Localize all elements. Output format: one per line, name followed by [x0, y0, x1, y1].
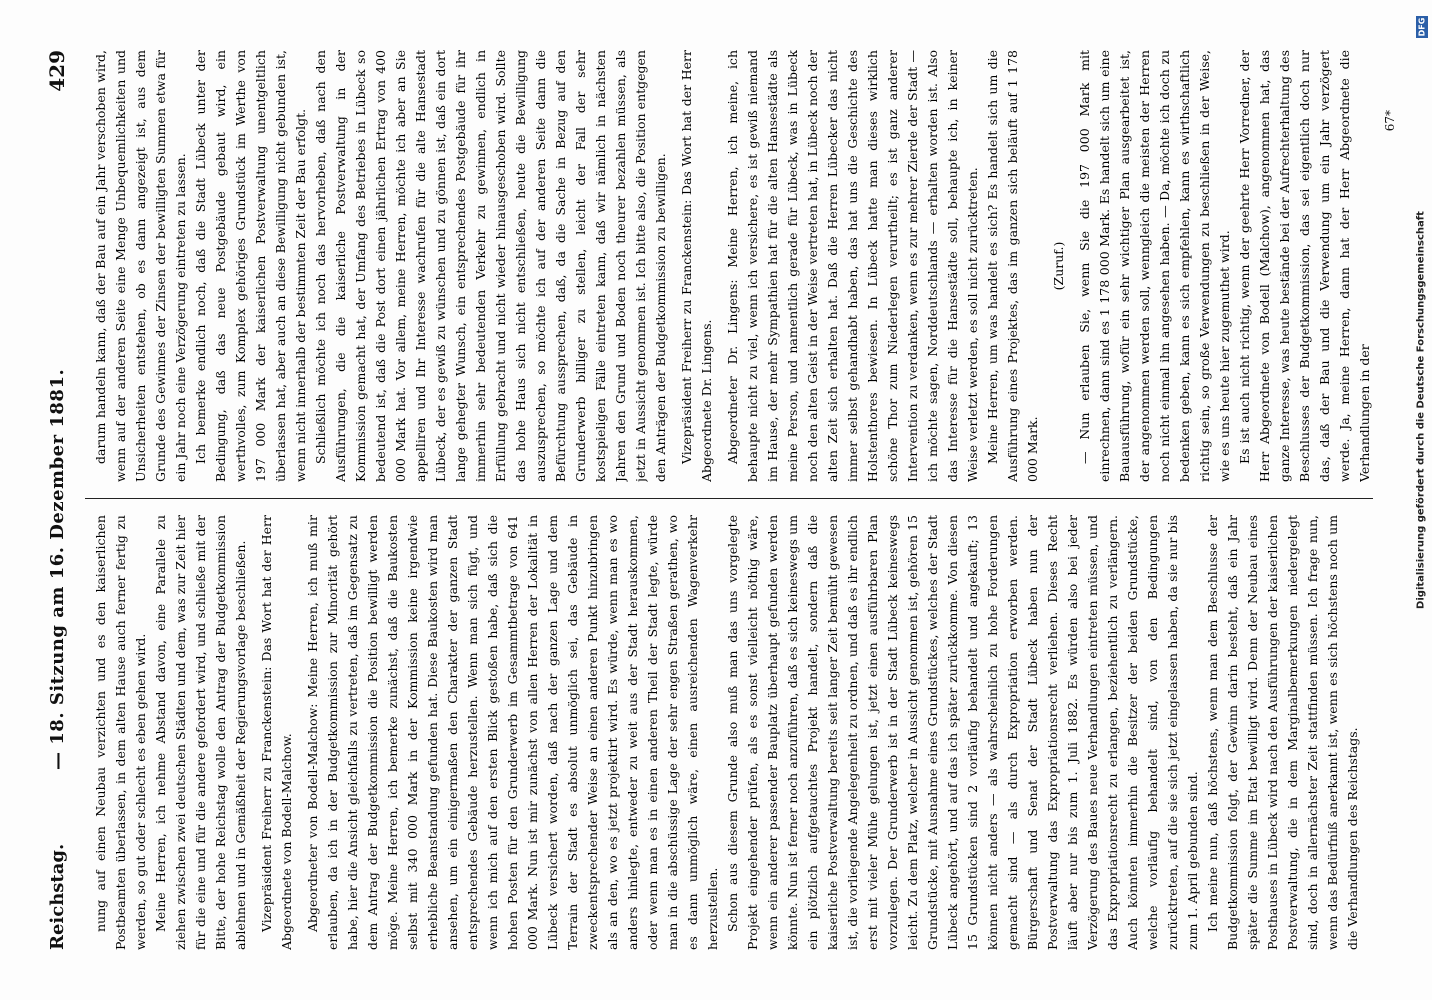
paragraph: nung auf einen Neubau verzichten und es den kaiserlichen Postbeamten überlassen, in dem alten Hause auch ferner fertig zu werden, so gut oder schlecht es eben gehen wird.: [93, 515, 148, 950]
text-column-right: [91, 50, 1373, 482]
interjection: (Zuruf.): [1051, 241, 1066, 291]
paragraph-speech: Abgeordneter von Bodell-Malchow: Meine Herren, ich muß mir erlauben, da ich in der Budgetkommission zur Minorität gehört habe, hier die Ansicht gleichfalls zu vertreten, daß im Gegensatz zu dem Antrag der Budgetkommission die Position bewilligt werden möge. Meine Herren, ich bemerke zunächst, daß die Baukosten selbst mit 340 000 Mark in der Kommission keine irgendwie erhebliche Beanstandung gefunden hat. Diese Baukosten wird man ansehen, um ein einigermaßen den Charakter der ganzen Stadt entsprechendes Gebäude herzustellen. Wenn man sich fügt, und wenn ich mich auf den ersten Blick gestoßen habe, daß sich die hohen Posten für den Grunderwerb im Gesammtbetrage von 641 000 Mark. Nun ist mir zunächst von allen Herren der Lokalität in Lübeck versichert worden, daß nach der ganzen Lage und dem Terrain der Stadt es absolut unmöglich sei, das Gebäude in zweckentsprechender Weise an einen anderen Punkt hinzubringen als an den, wo es jetzt projektirt wird. Es würde, wenn man es wo anders hinlegte, entweder zu weit aus der Stadt herauskommen, oder wenn man es in einen anderen Theil der Stadt legte, würde man in die abschüssige Lage der sehr engen Straßen gerathen, wo es dann unmöglich wäre, einen ausreichenden Wagenverkehr herzustellen.: [305, 515, 720, 950]
page-number: 429: [45, 50, 69, 92]
paragraph: Es ist auch nicht richtig, wenn der geehrte Herr Vorredner, der Herr Abgeordnete von Bodell (Malchow), angenommen hat, das ganze Interesse, was heute bestände bei der Aufrechterhaltung des Beschlusses der Budgetkommission, das sei eigentlich doch nur das, daß der Bau und die Verwendung um ein Jahr verzögert werde. Ja, meine Herren, dann hat der Herr Abgeordnete die Verhandlungen in der: [1237, 50, 1372, 482]
rotated-document-page: [33, 30, 1403, 970]
paragraph: — Nun erlauben Sie, wenn Sie die 197 000 Mark mit einrechnen, dann sind es 1 178 000 Mark. Es handelt sich um eine Bauausführung, wofür ein sehr wichtiger Plan ausgearbeitet ist, der angenommen werden soll, wenngleich die meisten der Herren noch nicht einmal ihn angesehen haben. — Da, möchte ich doch zu bedenken geben, kann es sich empfehlen, kann es wirthschaftlich richtig sein, so große Verwendungen zu beschließen in der Weise, wie es uns heute hier zugemuthet wird.: [1077, 50, 1232, 482]
header-publication: Reichstag.: [47, 843, 68, 950]
paragraph: darum handeln kann, daß der Bau auf ein Jahr verschoben wird, wenn auf der anderen Seite eine Menge Unbequemlichkeiten und Unsicherheiten entstehen, ob es dann angezeigt ist, aus dem Grunde des Gewinnes der Zinsen der bewilligten Summen etwa für ein Jahr noch eine Verzögerung eintreten zu lassen.: [93, 50, 188, 482]
paragraph: Meine Herren, um was handelt es sich? Es handelt sich um die Ausführung eines Projektes, das im ganzen sich beläuft auf 1 178 000 Mark.: [985, 50, 1040, 482]
paragraph: Meine Herren, ich nehme Abstand davon, eine Parallele zu ziehen zwischen zwei deutschen Städten und dem, was zur Zeit hier für die eine und für die andere gefordert wird, und schließe mit der Bitte, der hohe Reichstag wolle den Antrag der Budgetkommission ablehnen und in Gemäßheit der Regierungsvorlage beschließen.: [153, 515, 248, 950]
signature-mark: 67*: [1383, 110, 1397, 132]
credit-text: Digitalisierung gefördert durch die Deutsche Forschungsgemeinschaft: [1415, 211, 1427, 609]
text-column-left: [91, 515, 1373, 950]
paragraph-speaker: Vizepräsident Freiherr zu Franckenstein: Das Wort hat der Herr Abgeordnete Dr. Lingens.: [679, 50, 714, 482]
dfg-logo: [1416, 16, 1428, 38]
dfg-logo-text: DFG: [1417, 17, 1427, 37]
paragraph: Ich bemerke endlich noch, daß die Stadt Lübeck unter der Bedingung, daß das neue Postgebäude gebaut wird, ein werthvolles, zum Komplex gehöriges Grundstück im Werthe von 197 000 Mark der kaiserlichen Postverwaltung unentgeltlich überlassen hat, aber auch an diese Bewilligung nicht gebunden ist, wenn nicht innerhalb der bestimmten Zeit der Bau erfolgt.: [193, 50, 308, 482]
column-divider: [85, 498, 1373, 499]
paragraph: Ich meine nun, daß höchstens, wenn man dem Beschlusse der Budgetkommission folgt, der Gewinn darin besteht, daß ein Jahr später die Summe im Etat bewilligt wird. Denn der Neubau eines Posthauses in Lübeck wird nach den Ausführungen der kaiserlichen Postverwaltung, die in dem Marginalbemerkungen niedergelegt sind, doch in allernächster Zeit stattfinden müssen. Ich frage nun, wenn das Bedürfniß anerkannt ist, wenn es sich höchstens noch um die Verhandlungen des Reichstags.: [1205, 515, 1360, 950]
paragraph-speech: Abgeordneter Dr. Lingens: Meine Herren, ich meine, ich behaupte nicht zu viel, wenn ich versichere, es ist gewiß niemand im Hause, der mehr Sympathien hat für die alten Hansestädte als meine Person, und namentlich gerade für Lübeck, was in Lübeck noch den alten Geist in der Weise vertreten hat, in Lübeck noch der alten Zeit sich erhalten hat. Daß die Herren Lübecker das nicht immer selbst gehandhabt haben, das hat uns die Geschichte des Holstenthores bewiesen. In Lübeck hatte man dieses wirklich schöne Thor zum Niederlegen verurtheilt; es ist ganz anderer Intervention zu verdanken, wenn es zur mehrer Zierde der Stadt — ich möchte sagen, Norddeutschlands — erhalten worden ist. Also das Interesse für die Hansestädte soll, behaupte ich, in keiner Weise verletzt werden, es soll nicht zurücktreten.: [725, 50, 980, 482]
page-header: [33, 30, 77, 970]
digitization-credit: [1412, 10, 1430, 990]
header-session-date: — 18. Sitzung am 16. Dezember 1881.: [47, 368, 68, 770]
paragraph: Schon aus diesem Grunde also muß man das uns vorgelegte Projekt eingehender prüfen, als es sonst vielleicht nöthig wäre, wenn ein anderer passender Bauplatz überhaupt gefunden werden könnte. Nun ist ferner noch anzuführen, daß es sich keineswegs um ein plötzlich aufgetauchtes Projekt handelt, sondern daß die kaiserliche Postverwaltung bereits seit langer Zeit bemüht gewesen ist, die vorliegende Angelegenheit zu ordnen, und daß es ihr endlich erst mit vieler Mühe gelungen ist, jetzt einen ausführbaren Plan vorzulegen. Der Grunderwerb ist in der Stadt Lübeck keineswegs leicht. Zu dem Platz, welcher in Aussicht genommen ist, gehören 15 Grundstücke, mit Ausnahme eines Grundstückes, welches der Stadt Lübeck angehört, und auf das ich später zurückkomme. Von diesen 15 Grundstücken sind 2 vorläufig behandelt und angekauft; 13 können nicht anders — als wahrscheinlich zu hohe Forderungen gemacht sind — als durch Expropriation erworben werden. Bürgerschaft und Senat der Stadt Lübeck haben nun der Postverwaltung das Expropriationsrecht verliehen. Dieses Recht läuft aber nur bis zum 1. Juli 1882. Es würden also bei jeder Verzögerung des Baues neue Verhandlungen eintreten müssen, und das Expropriationsrecht zu erlangen, beziehentlich zu verlängern. Auch könnten immerhin die Besitzer der beiden Grundstücke, welche vorläufig behandelt sind, von den Bedingungen zurücktreten, auf die sie sich jetzt eingelassen haben, da sie nur bis zum 1. April gebunden sind.: [725, 515, 1200, 950]
paragraph: Schließlich möchte ich noch das hervorheben, daß nach den Ausführungen, die die kaiserliche Postverwaltung in der Kommission gemacht hat, der Umfang des Betriebes in Lübeck so bedeutend ist, daß die Post dort einen jährlichen Ertrag von 400 000 Mark hat. Vor allem, meine Herren, möchte ich aber an Sie appelliren und Ihr Interesse wachrufen für die alte Hansestadt Lübeck, der es gewiß zu wünschen und zu gönnen ist, daß ein dort lange gehegter Wunsch, ein entsprechendes Postgebäude für ihr immerhin sehr bedeutenden Verkehr zu gewinnen, endlich in Erfüllung gebracht und nicht wieder hinausgeschoben wird. Sollte das hohe Haus sich nicht entschließen, heute die Bewilligung auszusprechen, so möchte ich auf der anderen Seite dann die Befürchtung aussprechen, daß, da die Sache in Bezug auf den Grunderwerb billiger zu stellen, leicht der Fall der sehr kostspieligen Fälle eintreten kann, daß wir nämlich in nächsten Jahren den Grund und Boden noch theurer bezahlen müssen, als jetzt in Aussicht genommen ist. Ich bitte also, die Position entgegen den Anträgen der Budgetkommission zu bewilligen.: [313, 50, 668, 482]
paragraph-speaker: Vizepräsident Freiherr zu Franckenstein: Das Wort hat der Herr Abgeordnete von Bodell-Malchow.: [259, 515, 294, 950]
